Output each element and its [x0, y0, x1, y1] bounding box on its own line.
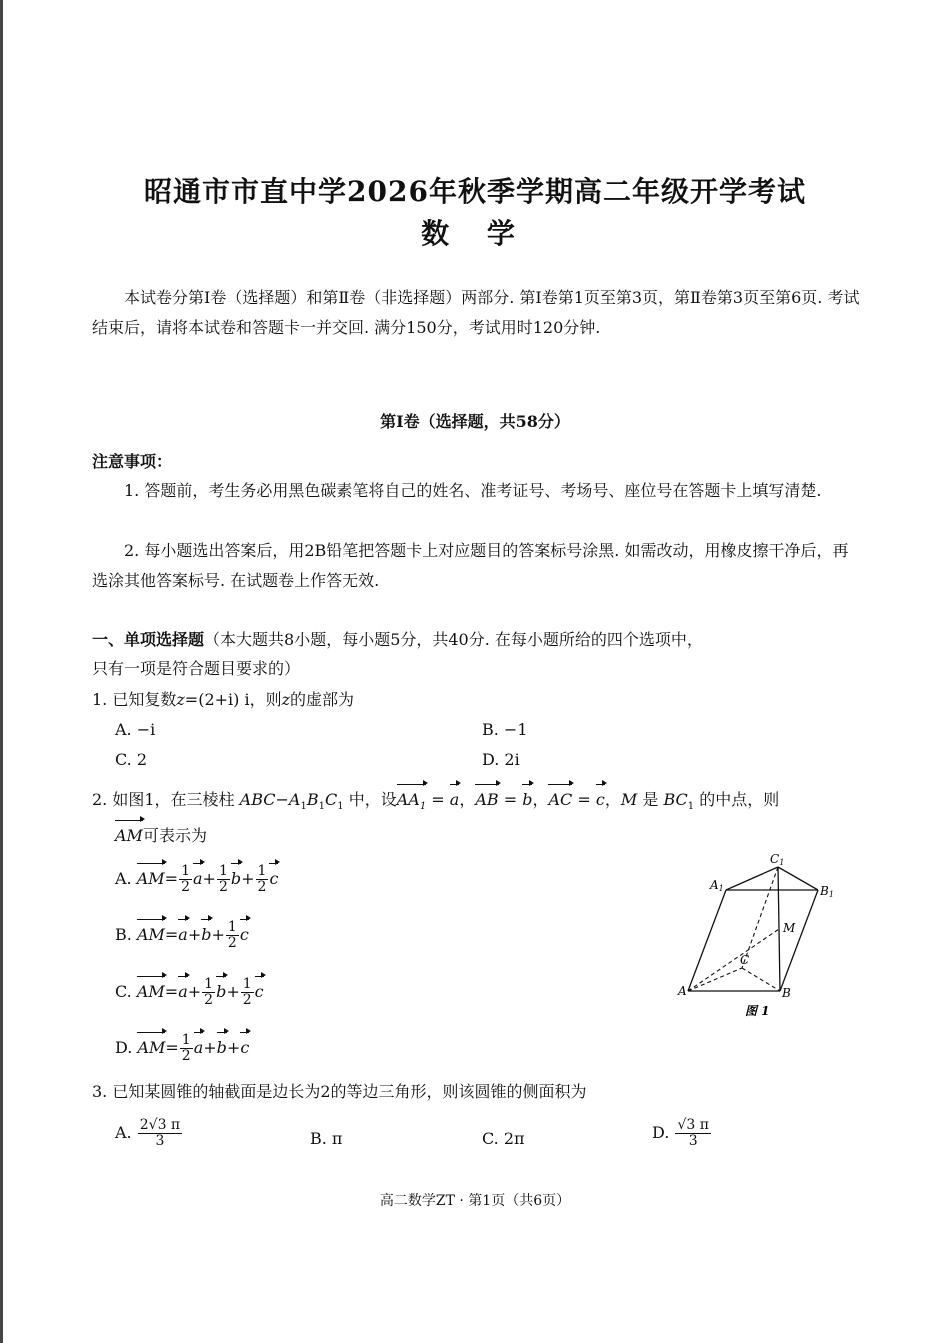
intro-paragraph: 本试卷分第Ⅰ卷（选择题）和第Ⅱ卷（非选择题）两部分. 第Ⅰ卷第1页至第3页，第Ⅱ卷第3页至第6页. 考试结束后，请将本试卷和答题卡一并交回. 满分150分，考试用时120分钟. — [92, 288, 860, 337]
exam-subject: 数 学 — [421, 217, 529, 250]
q3-option-a-den: 3 — [155, 1133, 165, 1149]
q2-stem-a: 2. 如图1，在三棱柱 — [92, 790, 235, 809]
q1-option-d: D. 2i — [482, 750, 520, 769]
part1-heading-rest: （本大题共8小题，每小题5分，共40分. 在每小题所给的四个选项中， — [204, 630, 703, 649]
q1-option-b: B. −1 — [482, 720, 528, 739]
q1-stem — [92, 686, 354, 714]
q3-option-d-den: 3 — [688, 1133, 698, 1149]
q2-option-d-label: D. — [115, 1038, 133, 1057]
q2-stem-c: 是 — [642, 790, 659, 809]
label-a: A — [678, 984, 687, 998]
q3-option-a-label: A. — [115, 1123, 132, 1142]
q1-var: z — [176, 690, 185, 709]
q2-stem-e: 可表示为 — [142, 826, 207, 845]
q3-option-d-label: D. — [652, 1123, 670, 1142]
page-footer: 高二数学ZT · 第1页（共6页） — [379, 1193, 571, 1209]
q3-stem: 3. 已知某圆锥的轴截面是边长为2的等边三角形，则该圆锥的侧面积为 — [92, 1082, 587, 1101]
q3-option-b: B. π — [310, 1129, 343, 1148]
q2-stem: 2. 如图1，在三棱柱 $ABC-A_1B_1C_1$ 中，设$AA_1 = a$，AB = b，AC = c，M 是 $BC_1$ 的中点，则 — [92, 786, 779, 821]
q1-option-c: C. 2 — [115, 750, 148, 769]
label-b1: B1 — [820, 884, 834, 899]
q2-stem-b: 中，设 — [348, 790, 397, 809]
q3-option-d — [652, 1118, 712, 1149]
label-a1: A1 — [710, 878, 724, 893]
exam-title: 昭通市市直中学2026年秋季学期高二年级开学考试 — [144, 175, 806, 208]
q1-stem-a: 1. 已知复数 — [92, 690, 177, 709]
note-item-1: 1. 答题前，考生务必用黑色碳素笔将自己的姓名、准考证号、考场号、座位号在答题卡上填写清楚. — [124, 481, 822, 500]
q2-option-c-label: C. — [115, 982, 132, 1001]
q3-option-a-num: 2√3 π — [139, 1117, 181, 1133]
q2-option-b: B. AM=a+b+ $\frac{1}{2}$ c — [115, 919, 249, 951]
q2-option-c: C. AM=a+ $\frac{1}{2}$ b+ $\frac{1}{2}$ c — [115, 976, 264, 1008]
notes-title: 注意事项： — [92, 452, 173, 471]
q3-option-a — [115, 1118, 183, 1149]
label-c: C — [740, 953, 750, 967]
q2-option-d: D. AM= $\frac{1}{2}$ a+b+c — [115, 1032, 250, 1064]
part1-heading-bold: 一、单项选择题 — [92, 630, 205, 649]
part1-heading-line2: 只有一项是符合题目要求的） — [92, 659, 301, 678]
prism-figure — [670, 850, 845, 1030]
q2-option-b-label: B. — [115, 925, 132, 944]
q2-option-a-label: A. — [115, 869, 132, 888]
q1-var-2: z — [281, 690, 291, 709]
label-c1: C1 — [770, 852, 785, 867]
q1-option-a: A. −i — [115, 720, 156, 739]
q2-prism: ABC−A — [239, 790, 301, 809]
q2-option-a: A. AM= $\frac{1}{2}$ a+ $\frac{1}{2}$ b+ $\frac{1}{2}$ c — [115, 863, 279, 895]
q2-stem-line2: AM可表示为 — [115, 822, 207, 850]
label-m: M — [783, 921, 796, 935]
label-b: B — [782, 986, 791, 1000]
q3-option-d-num: √3 π — [677, 1117, 709, 1133]
q1-stem-b: 的虚部为 — [290, 690, 355, 709]
note-item-2: 2. 每小题选出答案后，用2B铅笔把答题卡上对应题目的答案标号涂黑. 如需改动，用橡皮擦干净后，再选涂其他答案标号. 在试题卷上作答无效. — [92, 541, 849, 590]
q2-stem-d: 的中点，则 — [699, 790, 780, 809]
section-heading: 第Ⅰ卷（选择题，共58分） — [380, 412, 570, 431]
q3-option-c: C. 2π — [482, 1129, 525, 1148]
part1-heading — [92, 626, 703, 654]
q1-expr: =(2+i) i，则 — [184, 690, 282, 709]
figure-caption: 图 1 — [745, 1004, 770, 1018]
